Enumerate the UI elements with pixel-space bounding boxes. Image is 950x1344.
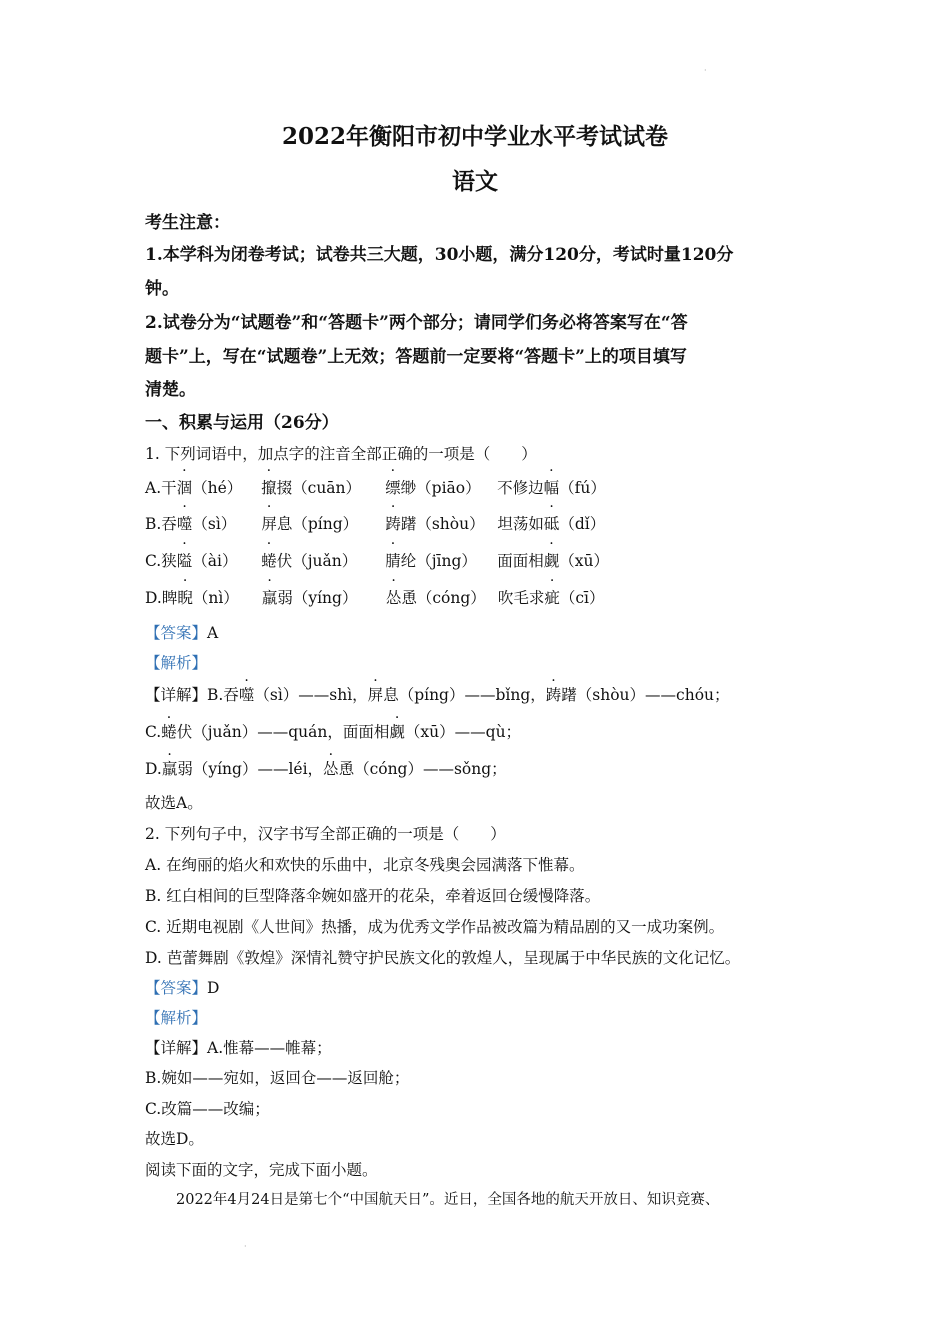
notice-item-1-cont: 钟。 — [145, 279, 179, 299]
notice-item-1: 1.本学科为闭卷考试；试卷共三大题，30小题，满分120分，考试时量120分 — [145, 245, 734, 265]
q1-option-a: A.干涸（hé） 攛掇（cuān） 缥缈（piāo） 不修边幅（fú） — [145, 479, 606, 497]
q1-analysis-tag: 【解析】 — [145, 654, 208, 672]
q2-detail-a: 【详解】A.惟幕——帷幕； — [145, 1039, 332, 1057]
exam-title: 2022年衡阳市初中学业水平考试试卷 — [281, 123, 668, 150]
q1-stem: 1. 下列词语中，加点字的注音全部正确的一项是（ ） — [145, 445, 537, 463]
reading-paragraph: 2022年4月24日是第七个“中国航天日”。近日，全国各地的航天开放日、知识竞赛、 — [176, 1192, 720, 1208]
reading-intro: 阅读下面的文字，完成下面小题。 — [145, 1161, 378, 1179]
q2-conclusion: 故选D。 — [145, 1130, 204, 1148]
q1-option-c: C.狭隘（ài） 蜷伏（juǎn） 腈纶（jīng） 面面相觑（xū） — [145, 552, 609, 570]
notice-heading: 考生注意： — [145, 213, 230, 233]
q1-detail-c: C.蜷伏（juǎn）——quán，面面相觑（xū）——qù； — [145, 723, 522, 741]
q2-detail-b: B.婉如——宛如，返回仓——返回舱； — [145, 1069, 410, 1087]
subject-title: 语文 — [452, 168, 498, 195]
bottom-mark: · — [244, 1242, 247, 1251]
notice-item-2-end: 清楚。 — [145, 380, 196, 400]
q1-answer: 【答案】A — [145, 624, 219, 642]
q1-option-d: D.睥睨（nì） 羸弱（yíng） 怂恿（cóng） 吹毛求疵（cī） — [145, 589, 605, 607]
q1-conclusion: 故选A。 — [145, 794, 203, 812]
q2-option-d: D. 芭蕾舞剧《敦煌》深情礼赞守护民族文化的敦煌人，呈现属于中华民族的文化记忆。 — [145, 949, 741, 967]
q2-option-c: C. 近期电视剧《人世间》热播，成为优秀文学作品被改篇为精品剧的又一成功案例。 — [145, 918, 725, 936]
q1-detail-d: D.羸弱（yíng）——léi，怂恿（cóng）——sǒng； — [145, 760, 507, 778]
q2-answer: 【答案】D — [145, 979, 220, 997]
q1-option-b: B.吞噬（sì） 屏息（píng） 踌躇（shòu） 坦荡如砥（dǐ） — [145, 515, 606, 533]
q2-option-a: A. 在绚丽的焰火和欢快的乐曲中，北京冬残奥会园满落下惟幕。 — [145, 856, 585, 874]
q2-option-b: B. 红白相间的巨型降落伞婉如盛开的花朵，牵着返回仓缓慢降落。 — [145, 887, 601, 905]
section-heading: 一、积累与运用（26分） — [145, 413, 339, 433]
notice-item-2: 2.试卷分为“试题卷”和“答题卡”两个部分；请同学们务必将答案写在“答 — [145, 313, 688, 333]
q2-analysis-tag: 【解析】 — [145, 1009, 208, 1027]
q1-detail-b: 【详解】B.吞噬（sì）——shì，屏息（píng）——bǐng，踌躇（shòu）——chóu； — [145, 686, 730, 704]
q2-stem: 2. 下列句子中，汉字书写全部正确的一项是（ ） — [145, 825, 506, 843]
notice-item-2-cont: 题卡”上，写在“试题卷”上无效；答题前一定要将“答题卡”上的项目填写 — [145, 347, 687, 367]
corner-mark: · — [704, 66, 707, 75]
q2-detail-c: C.改篇——改编； — [145, 1100, 270, 1118]
